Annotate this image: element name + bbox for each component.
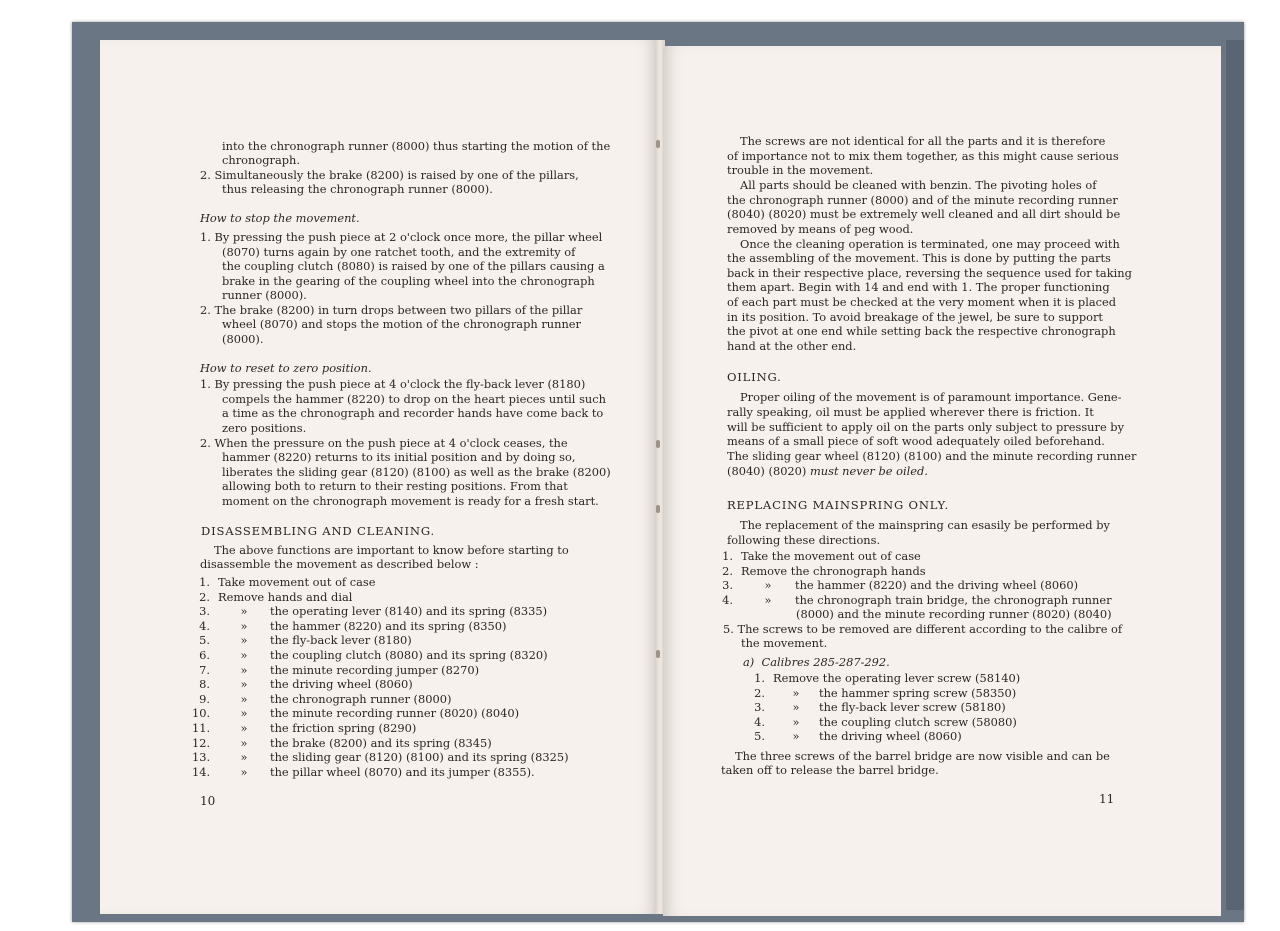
- text-line: (8000) and the minute recording runner (8020) (8040): [796, 607, 1112, 621]
- list-item: [192, 750, 569, 765]
- list-item-text: the brake (8200) and its spring (8345): [270, 735, 492, 750]
- ditto-mark: »: [792, 714, 800, 729]
- list-item-number: 2.: [754, 685, 765, 700]
- list-item-number: 3.: [199, 604, 210, 619]
- list-item: [192, 590, 569, 605]
- list-item-text: the pillar wheel (8070) and its jumper (8355).: [270, 764, 535, 779]
- list-item-number: 2.: [199, 589, 210, 604]
- list-item-number: 9.: [199, 691, 210, 706]
- list-item: [192, 721, 569, 736]
- list-item-text: the friction spring (8290): [270, 720, 417, 735]
- text-line: All parts should be cleaned with benzin. The pivoting holes of: [740, 178, 1097, 192]
- text-line: liberates the sliding gear (8120) (8100) as well as the brake (8200): [222, 465, 611, 479]
- list-item: [747, 729, 1020, 744]
- ditto-mark: »: [240, 662, 248, 677]
- text-line: thus releasing the chronograph runner (8000).: [222, 182, 493, 196]
- ditto-mark: »: [240, 647, 248, 662]
- list-item-text: the driving wheel (8060): [270, 677, 413, 692]
- binding-stitch: [656, 440, 660, 448]
- list-item: [192, 619, 569, 634]
- text-line: moment on the chronograph movement is ready for a fresh start.: [222, 494, 599, 508]
- ditto-mark: »: [240, 691, 248, 706]
- ditto-mark: »: [240, 750, 248, 765]
- binding-stitch: [656, 650, 660, 658]
- ditto-mark: »: [240, 618, 248, 633]
- ditto-mark: »: [240, 604, 248, 619]
- text-line: back in their respective place, reversing the sequence used for taking: [727, 266, 1132, 280]
- list-item-number: 3.: [722, 578, 733, 593]
- text-line: 2. When the pressure on the push piece at 4 o'clock ceases, the: [200, 436, 568, 450]
- section-heading-mainspring: REPLACING MAINSPRING ONLY.: [727, 498, 949, 512]
- calibre-heading: [743, 655, 890, 670]
- list-item-number: 5.: [754, 729, 765, 744]
- list-item-text: the coupling clutch screw (58080): [819, 714, 1017, 729]
- text-line: in its position. To avoid breakage of the jewel, be sure to support: [727, 310, 1103, 324]
- list-item: [192, 633, 569, 648]
- list-item: [715, 593, 1112, 608]
- list-item: [192, 736, 569, 751]
- list-item: [747, 715, 1020, 730]
- list-item: [192, 765, 569, 780]
- binding-stitch: [656, 505, 660, 513]
- list-item-number: 7.: [199, 662, 210, 677]
- list-item-text: the chronograph train bridge, the chronograph runner: [795, 592, 1112, 607]
- list-item: [715, 549, 1112, 564]
- list-item-number: 4.: [754, 714, 765, 729]
- list-item-text: the operating lever (8140) and its spring (8335): [270, 604, 548, 619]
- text-line: following these directions.: [727, 533, 881, 547]
- ditto-mark: »: [240, 720, 248, 735]
- list-item-number: 10.: [192, 706, 211, 721]
- list-item: [192, 663, 569, 678]
- list-item-number: 11.: [192, 720, 211, 735]
- text-line: will be sufficient to apply oil on the parts only subject to pressure by: [727, 420, 1125, 434]
- list-item: [747, 671, 1020, 686]
- list-item-number: 8.: [199, 677, 210, 692]
- list-item-text: Remove hands and dial: [218, 589, 353, 604]
- list-item-text: the sliding gear (8120) (8100) and its spring (8325): [270, 750, 569, 765]
- text-line: 1. By pressing the push piece at 4 o'clock the fly-back lever (8180): [200, 377, 586, 391]
- list-item: [192, 692, 569, 707]
- list-item: [192, 604, 569, 619]
- text-line: the chronograph runner (8000) and of the minute recording runner: [727, 193, 1118, 207]
- text-line: hammer (8220) returns to its initial position and by doing so,: [222, 450, 576, 464]
- text-line: zero positions.: [222, 421, 307, 435]
- list-item-text: the hammer spring screw (58350): [819, 685, 1017, 700]
- text-line: wheel (8070) and stops the motion of the chronograph runner: [222, 317, 581, 331]
- text-line: taken off to release the barrel bridge.: [721, 763, 939, 777]
- text-line: of importance not to mix them together, as this might cause serious: [727, 149, 1119, 163]
- text-line: means of a small piece of soft wood adequately oiled beforehand.: [727, 434, 1105, 448]
- section-heading-disassembling: DISASSEMBLING AND CLEANING.: [201, 524, 436, 538]
- text-line: Proper oiling of the movement is of paramount importance. Gene-: [740, 390, 1122, 404]
- list-item: [747, 700, 1020, 715]
- ditto-mark: »: [240, 633, 248, 648]
- text-line: a time as the chronograph and recorder hands have come back to: [222, 406, 604, 420]
- list-item-text: the hammer (8220) and its spring (8350): [270, 618, 507, 633]
- list-item-text: the chronograph runner (8000): [270, 691, 452, 706]
- binding-stitch: [656, 140, 660, 148]
- text-line: The sliding gear wheel (8120) (8100) and the minute recording runner: [727, 449, 1137, 463]
- text-line: Once the cleaning operation is terminated, one may proceed with: [740, 237, 1120, 251]
- text-line: removed by means of peg wood.: [727, 222, 914, 236]
- ditto-mark: »: [240, 764, 248, 779]
- list-item-number: 5.: [199, 633, 210, 648]
- list-item-text: the minute recording jumper (8270): [270, 662, 480, 677]
- text-line: disassemble the movement as described below :: [200, 557, 479, 571]
- text-line: into the chronograph runner (8000) thus starting the motion of the: [222, 139, 611, 153]
- text-line: 2. Simultaneously the brake (8200) is raised by one of the pillars,: [200, 168, 579, 182]
- list-item-text: Take the movement out of case: [741, 549, 921, 563]
- text-line: (8040) (8020) must be extremely well cleaned and all dirt should be: [727, 207, 1121, 221]
- list-item-text: Take movement out of case: [218, 575, 376, 589]
- section-heading-stop: How to stop the movement.: [200, 211, 360, 225]
- list-item-text: Remove the chronograph hands: [741, 563, 926, 578]
- list-item-number: 4.: [199, 618, 210, 633]
- section-heading-oiling: OILING.: [727, 370, 782, 384]
- list-item-number: 1.: [754, 671, 765, 685]
- list-item-number: 13.: [192, 750, 211, 765]
- list-item-number: 14.: [192, 764, 211, 779]
- text-line: 2. The brake (8200) in turn drops between two pillars of the pillar: [200, 303, 583, 317]
- text-line: hand at the other end.: [727, 339, 857, 353]
- list-item-number: 3.: [754, 700, 765, 715]
- list-item-number: 1.: [199, 575, 210, 589]
- ditto-mark: »: [792, 729, 800, 744]
- list-item-number: 6.: [199, 647, 210, 662]
- page-number: 11: [1099, 792, 1115, 806]
- cover-edge: [1226, 40, 1244, 910]
- text-line: rally speaking, oil must be applied wherever there is friction. It: [727, 405, 1094, 419]
- text-line: 1. By pressing the push piece at 2 o'clock once more, the pillar wheel: [200, 230, 603, 244]
- list-item: [192, 706, 569, 721]
- text-line: trouble in the movement.: [727, 163, 874, 177]
- ditto-mark: »: [764, 578, 772, 593]
- text-line: the coupling clutch (8080) is raised by one of the pillars causing a: [222, 259, 605, 273]
- text-line: [727, 464, 928, 479]
- text-line: chronograph.: [222, 153, 300, 167]
- calibre-label: a): [743, 655, 755, 669]
- ditto-mark: »: [792, 685, 800, 700]
- ditto-mark: »: [240, 706, 248, 721]
- list-item: [192, 677, 569, 692]
- text-line: (8000).: [222, 332, 264, 346]
- list-item-number: 12.: [192, 735, 211, 750]
- text-line: allowing both to return to their resting positions. From that: [222, 479, 568, 493]
- text-line: them apart. Begin with 14 and end with 1. The proper functioning: [727, 280, 1110, 294]
- calibre-list: [747, 671, 1020, 744]
- text-line: runner (8000).: [222, 288, 307, 302]
- ditto-mark: »: [764, 592, 772, 607]
- left-page: [100, 40, 658, 914]
- list-item-text: the fly-back lever (8180): [270, 633, 412, 648]
- list-item-number: 2.: [722, 563, 733, 578]
- ditto-mark: »: [240, 735, 248, 750]
- text-line: brake in the gearing of the coupling wheel into the chronograph: [222, 274, 595, 288]
- text-line: the pivot at one end while setting back the respective chronograph: [727, 324, 1116, 338]
- text-fragment: (8040) (8020): [727, 464, 810, 478]
- page-number: 10: [200, 794, 216, 808]
- text-line: compels the hammer (8220) to drop on the heart pieces until such: [222, 392, 606, 406]
- list-item-text: the fly-back lever screw (58180): [819, 700, 1006, 715]
- ditto-mark: »: [240, 677, 248, 692]
- list-item-number: 4.: [722, 592, 733, 607]
- text-line: (8070) turns again by one ratchet tooth, and the extremity of: [222, 245, 576, 259]
- text-line: the assembling of the movement. This is done by putting the parts: [727, 251, 1111, 265]
- right-page: [663, 46, 1221, 916]
- disassembly-list: [192, 575, 569, 779]
- list-item-text: Remove the operating lever screw (58140): [773, 671, 1021, 685]
- text-line: 5. The screws to be removed are different according to the calibre of: [723, 622, 1123, 636]
- text-line: The above functions are important to know before starting to: [214, 543, 569, 557]
- list-item: [192, 648, 569, 663]
- calibre-title: Calibres 285-287-292.: [761, 655, 890, 669]
- ditto-mark: »: [792, 700, 800, 715]
- text-line: of each part must be checked at the very moment when it is placed: [727, 295, 1117, 309]
- list-item: [747, 686, 1020, 701]
- list-item: [192, 575, 569, 590]
- text-fragment-italic: must never be oiled.: [810, 464, 928, 478]
- list-item: [715, 578, 1112, 593]
- list-item: [715, 564, 1112, 579]
- mainspring-list: [715, 549, 1112, 607]
- list-item-text: the hammer (8220) and the driving wheel (8060): [795, 578, 1079, 593]
- text-line: The screws are not identical for all the parts and it is therefore: [740, 134, 1106, 148]
- section-heading-reset: How to reset to zero position.: [200, 361, 372, 375]
- text-line: the movement.: [741, 636, 828, 650]
- text-line: The replacement of the mainspring can esasily be performed by: [740, 518, 1110, 532]
- list-item-text: the driving wheel (8060): [819, 729, 962, 744]
- list-item-text: the minute recording runner (8020) (8040): [270, 706, 520, 721]
- text-line: The three screws of the barrel bridge are now visible and can be: [735, 749, 1110, 763]
- list-item-number: 1.: [722, 549, 733, 563]
- list-item-text: the coupling clutch (8080) and its spring (8320): [270, 647, 548, 662]
